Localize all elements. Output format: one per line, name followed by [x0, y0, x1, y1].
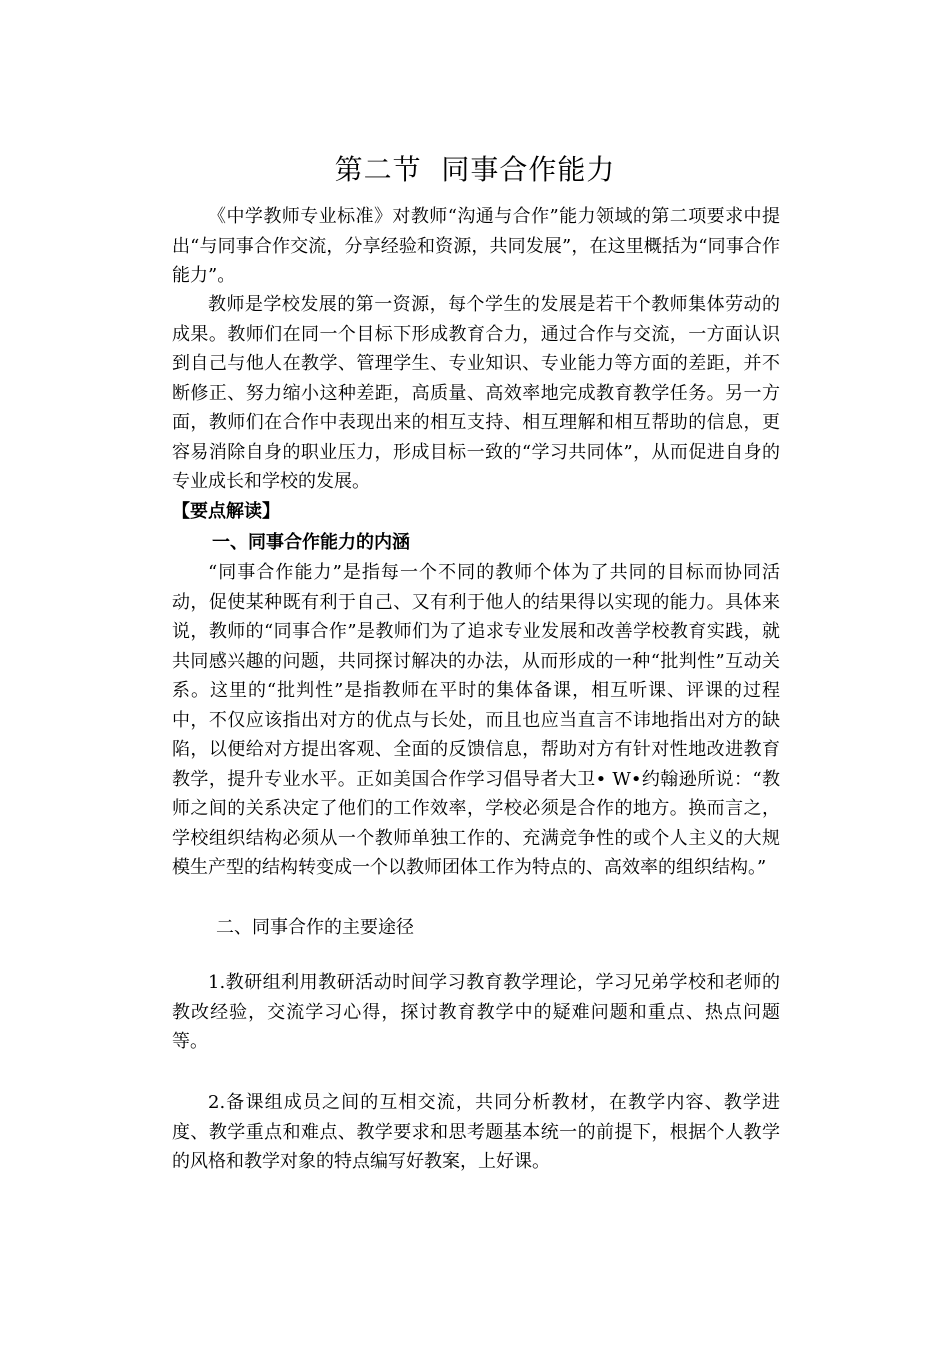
section-label: 【要点解读】	[172, 501, 280, 522]
paragraph-text: 2.备课组成员之间的互相交流，共同分析教材，在教学内容、教学进度、教学重点和难点、教学要求和思考题基本统一的前提下，根据个人教学的风格和教学对象的特点编写好教案，上好课。	[172, 1092, 780, 1172]
body-paragraph	[172, 290, 780, 497]
page-title: 第二节 同事合作能力	[334, 153, 616, 186]
intro-paragraph	[172, 202, 780, 291]
paragraph-text: 教师是学校发展的第一资源，每个学生的发展是若干个教师集体劳动的成果。教师们在同一个目标下形成教育合力，通过合作与交流，一方面认识到自己与他人在教学、管理学生、专业知识、专业能力等方面的差距，并不断修正、努力缩小这种差距，高质量、高效率地完成教育教学任务。另一方面，教师们在合作中表现出来的相互支持、相互理解和相互帮助的信息，更容易消除自身的职业压力，形成目标一致的“学习共同体”，从而促进自身的专业成长和学校的发展。	[172, 294, 780, 492]
subheading-approaches: 二、同事合作的主要途径	[216, 917, 414, 938]
list-item-2	[172, 1088, 780, 1177]
paragraph-text: 1.教研组利用教研活动时间学习教育教学理论，学习兄弟学校和老师的教改经验，交流学习心得，探讨教育教学中的疑难问题和重点、热点问题等。	[172, 972, 780, 1052]
definition-paragraph	[172, 558, 780, 883]
paragraph-text: “同事合作能力”是指每一个不同的教师个体为了共同的目标而协同活动，促使某种既有利于自己、又有利于他人的结果得以实现的能力。具体来说，教师的“同事合作”是教师们为了追求专业发展和改善学校教育实践，就共同感兴趣的问题，共同探讨解决的办法，从而形成的一种“批判性”互动关系。这里的“批判性”是指教师在平时的集体备课，相互听课、评课的过程中，不仅应该指出对方的优点与长处，而且也应当直言不讳地指出对方的缺陷，以便给对方提出客观、全面的反馈信息，帮助对方有针对性地改进教育教学，提升专业水平。正如美国合作学习倡导者大卫• W•约翰逊所说：“教师之间的关系决定了他们的工作效率，学校必须是合作的地方。换而言之，学校组织结构必须从一个教师单独工作的、充满竞争性的或个人主义的大规模生产型的结构转变成一个以教师团体工作为特点的、高效率的组织结构。”	[172, 562, 780, 878]
subheading-connotation: 一、同事合作能力的内涵	[212, 532, 410, 553]
paragraph-text: 《中学教师专业标准》对教师“沟通与合作”能力领域的第二项要求中提出“与同事合作交流，分享经验和资源，共同发展”，在这里概括为“同事合作能力”。	[172, 206, 780, 286]
list-item-1	[172, 968, 780, 1057]
